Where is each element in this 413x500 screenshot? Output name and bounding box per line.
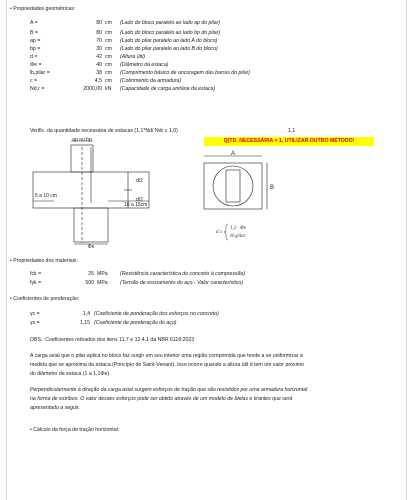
- paragraph-line: apresentado a seguir.: [30, 405, 80, 411]
- geo-val: 40: [96, 62, 102, 68]
- geo-desc: (Diâmetro da estaca): [120, 62, 169, 68]
- coefficients-title: • Coeficientes de ponderação:: [10, 296, 80, 302]
- ten-fifteen-cm-label: 10 a 15cm: [124, 202, 148, 208]
- pile-diameter-label: Φe: [87, 244, 95, 248]
- mat-unit: MPa: [97, 271, 108, 277]
- d-half-top-label: d/2: [136, 178, 143, 184]
- d-half-bottom-label: d/2: [136, 197, 143, 203]
- materials-title: • Propriedades dos materiais:: [10, 258, 78, 264]
- mat-desc: (Tensão de escoamento do aço - Valor característico): [120, 280, 244, 286]
- geo-val: 80: [96, 30, 102, 36]
- geo-sym: c =: [30, 78, 38, 84]
- geo-unit: cm: [105, 38, 112, 44]
- geo-unit: cm: [105, 30, 112, 36]
- geo-unit: cm: [105, 62, 112, 68]
- mat-sym: fck =: [30, 271, 42, 277]
- pile-shape: [74, 208, 108, 242]
- calc-title: • Cálculo da força de tração horizontal:: [30, 427, 120, 433]
- mat-unit: MPa: [97, 280, 108, 286]
- dim-a-label: A: [230, 151, 236, 157]
- page-border-left: [6, 0, 7, 500]
- geo-val: 70: [96, 38, 102, 44]
- pillar-rect: [226, 170, 240, 202]
- obs-note: OBS.: Coeficientes retirados dos itens 11.7 e 12.4.1 da NBR 6118:2023: [30, 337, 195, 343]
- geo-desc: (Altura útil): [120, 54, 146, 60]
- ap-bp-label: ap ou bp: [72, 137, 92, 143]
- geo-unit: cm: [105, 78, 112, 84]
- block-section-drawing: [24, 133, 174, 248]
- paragraph-line: medida que se aproxima da estaca (Princípio de Saint-Venant). Isso ocorre quando a altura útil d tem um valor próximo: [30, 362, 304, 368]
- coef-sym: γs =: [30, 320, 40, 326]
- geo-sym: d =: [30, 54, 38, 60]
- dim-b-label: B: [270, 185, 275, 191]
- five-ten-cm-label: 5 a 10 cm: [35, 193, 57, 199]
- geo-val: 80: [96, 20, 102, 26]
- geo-val: 4,5: [94, 78, 102, 84]
- paragraph-line: na forma de estribos. O valor desses esforços pode ser obtido através de um modelo de bielas e tirantes que será: [30, 396, 293, 402]
- geo-sym: Φe =: [30, 62, 42, 68]
- geo-desc: (Capacidade de carga unitária da estaca): [120, 86, 216, 92]
- mat-val: 500: [85, 280, 94, 286]
- coef-desc: (Coeficiente de ponderação dos esforços no concreto): [94, 311, 219, 317]
- coef-val: 1,15: [79, 320, 90, 326]
- geo-desc: (Comprimento básico de ancoragem das barras do pilar): [120, 70, 251, 76]
- geo-unit: cm: [105, 70, 112, 76]
- formula-second-term: ℓb,pilar: [230, 234, 246, 239]
- paragraph-line: do diâmetro da estaca (1 a 1,1Φe).: [30, 371, 111, 377]
- geo-sym: lb,pilar =: [30, 70, 50, 76]
- geo-title: • Propriedades geométricas:: [10, 6, 76, 12]
- geo-unit: kN: [105, 86, 112, 92]
- geo-val: 38: [96, 70, 102, 76]
- geo-val: 42: [96, 54, 102, 60]
- geo-sym: Nd,r =: [30, 86, 45, 92]
- block-plan-drawing: [196, 148, 276, 253]
- formula-d-label: d ≥: [216, 230, 223, 235]
- geo-sym: bp =: [30, 46, 41, 52]
- geo-unit: cm: [105, 20, 112, 26]
- geo-unit: cm: [105, 54, 112, 60]
- geo-val: 30: [96, 46, 102, 52]
- geo-val: 2000,00: [83, 86, 102, 92]
- paragraph-line: A carga axial que o pilar aplica no bloco faz surgir em seu interior uma região comprimida que tende a se uniformizar à: [30, 353, 303, 359]
- coef-val: 1,4: [82, 311, 90, 317]
- geo-desc: (Cobrimento da armadura): [120, 78, 182, 84]
- geo-desc: (Lado do pilar paralelo ao lado B do bloco): [120, 46, 218, 52]
- pile-circle: [213, 166, 253, 206]
- mat-sym: fyk =: [30, 280, 42, 286]
- mat-val: 25: [88, 271, 94, 277]
- geo-desc: (Lado do bloco paralelo ao lado bp do pilar): [120, 30, 221, 36]
- paragraph-line: Perpendicularmente à direção da carga axial surgem esforços de tração que são resistidos por uma armadura horizontal: [30, 387, 308, 393]
- coef-desc: (Coeficiente de ponderação do aço): [94, 320, 177, 326]
- geo-desc: (Lado do pilar paralelo ao lado A do bloco): [120, 38, 218, 44]
- warning-banner: Q(TD. NECESSÁRIA > 1, UTILIZAR OUTRO MÉTODO!: [204, 137, 374, 146]
- verification-value: 1,1: [288, 128, 296, 134]
- geo-sym: ap =: [30, 38, 41, 44]
- geo-sym: B =: [30, 30, 38, 36]
- geo-desc: (Lado do bloco paralelo ao lado ap do pilar): [120, 20, 221, 26]
- geo-unit: cm: [105, 46, 112, 52]
- coef-sym: γc =: [30, 311, 40, 317]
- page-border-right: [406, 0, 407, 500]
- formula-first-term: 1,2 · Φe: [230, 226, 247, 231]
- verification-label: Verific. da quantidade necessária de estacas (1,1*Nd/ Ndr ≤ 1,0): [30, 128, 178, 134]
- geo-sym: A =: [30, 20, 38, 26]
- mat-desc: (Resistência característica do concreto à compressão): [120, 271, 246, 277]
